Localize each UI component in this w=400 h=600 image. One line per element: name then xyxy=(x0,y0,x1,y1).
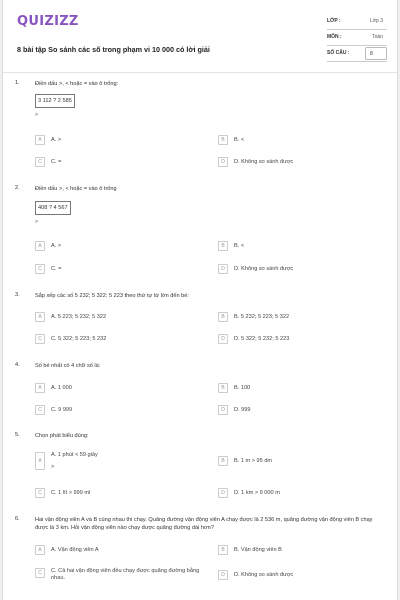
option-letter: D xyxy=(218,264,228,274)
question-number: 3. xyxy=(15,292,20,298)
option-text: A. > xyxy=(51,243,62,249)
option-text: C. 9 999 xyxy=(51,407,73,413)
question-text: Điền dấu >, < hoặc = vào ô trống xyxy=(35,186,117,192)
option-text: D. 1 km > 9 000 m xyxy=(234,490,280,496)
option-text: A. Vận động viên A xyxy=(51,547,99,553)
option-text: C. Cả hai vận động viên đều chạy được quãng đường bằng nhau. xyxy=(51,568,200,581)
option-text: A. > xyxy=(51,137,62,143)
option-text xyxy=(51,452,191,471)
meta-count xyxy=(327,46,387,62)
question-extra-text: > xyxy=(35,112,38,118)
meta-grade-value: Lớp 3 xyxy=(369,18,383,24)
comparison-box: 3 112 ? 2 585 xyxy=(35,94,75,108)
option-text: C. = xyxy=(51,266,62,272)
meta-count-box xyxy=(365,47,387,60)
option-letter: C xyxy=(35,405,45,415)
question-number: 4. xyxy=(15,362,20,368)
option-letter: C xyxy=(35,157,45,167)
question-extra-text: > xyxy=(35,219,38,225)
comparison-box: 408 ? 4 567 xyxy=(35,201,71,215)
option-letter: B xyxy=(218,383,228,393)
option-letter: C xyxy=(35,334,45,344)
option-letter: D xyxy=(218,405,228,415)
option-text: B. 100 xyxy=(234,385,251,391)
option-text: B. Vận động viên B xyxy=(234,547,282,553)
option-text: B. < xyxy=(234,243,245,249)
question-text: Điền dấu >, < hoặc = vào ô trống: xyxy=(35,81,119,87)
worksheet-title: 8 bài tập So sánh các số trong phạm vi 10 000 có lời giải xyxy=(17,45,210,54)
question-text: Chọn phát biểu đúng: xyxy=(35,433,89,439)
question-number: 6. xyxy=(15,516,20,522)
option-text: B. 1 m > 95 dm xyxy=(234,458,273,464)
worksheet-header xyxy=(17,14,387,62)
meta-subject-label: MÔN : xyxy=(327,34,342,40)
option-text: D. 999 xyxy=(234,407,251,413)
option-letter: A xyxy=(35,312,45,322)
option-letter: C xyxy=(35,264,45,274)
quizizz-logo: QUIZIZZ xyxy=(17,14,79,29)
option-text: D. Không so sánh được xyxy=(234,572,294,578)
option-text: D. Không so sánh được xyxy=(234,159,294,165)
option-letter: D xyxy=(218,488,228,498)
worksheet-page xyxy=(2,0,398,600)
meta-subject-value: Toán xyxy=(372,34,383,40)
meta-subject xyxy=(327,30,387,46)
option-letter: B xyxy=(218,241,228,251)
option-letter: C xyxy=(35,568,45,578)
option-letter: A xyxy=(35,545,45,555)
option-text: A. 1 000 xyxy=(51,385,72,391)
meta-count-label: SỐ CÂU : xyxy=(327,50,350,56)
option-text: B. < xyxy=(234,137,245,143)
option-text: B. 5 232; 5 223; 5 322 xyxy=(234,314,290,320)
option-letter: B xyxy=(218,312,228,322)
question-number: 5. xyxy=(15,432,20,438)
option-text-sub: > xyxy=(51,464,55,470)
question-number: 1. xyxy=(15,80,20,86)
option-text: C. 5 322; 5 223; 5 232 xyxy=(51,336,107,342)
meta-grade-label: LỚP : xyxy=(327,18,341,24)
option-letter: A xyxy=(35,135,45,145)
option-letter: B xyxy=(218,135,228,145)
question-text: Số bé nhất có 4 chữ số là: xyxy=(35,363,101,369)
option-letter: A xyxy=(35,383,45,393)
option-letter: D xyxy=(218,570,228,580)
meta-grade xyxy=(327,14,387,30)
option-letter: A xyxy=(35,241,45,251)
option-letter: A xyxy=(35,452,45,470)
meta-count-value: 8 xyxy=(370,51,373,57)
header-divider xyxy=(3,72,398,73)
option-letter: D xyxy=(218,334,228,344)
option-text: A. 5 223; 5 232; 5 322 xyxy=(51,314,107,320)
option-letter: B xyxy=(218,456,228,466)
option-text: D. 5 322; 5 232; 5 223 xyxy=(234,336,290,342)
option-text: C. 1 lít > 999 ml xyxy=(51,490,91,496)
option-letter: C xyxy=(35,488,45,498)
option-text: C. = xyxy=(51,159,62,165)
question-text: Sắp xếp các số 5 232; 5 322; 5 223 theo thứ tự từ lớn đến bé: xyxy=(35,293,189,299)
option-text: D. Không so sánh được xyxy=(234,266,294,272)
question-text: Hai vận động viên A và B cùng nhau thi chạy. Quãng đường vận động viên A chạy được là 2 536 m, quãng đường vận động viên B chạy được là 3 km. Hỏi vận động viên nào chạy được quãng đường dài hơn? xyxy=(35,517,373,531)
option-letter: B xyxy=(218,545,228,555)
question-number: 2. xyxy=(15,185,20,191)
worksheet-meta xyxy=(327,14,387,62)
option-letter: D xyxy=(218,157,228,167)
option-text-main: A. 1 phút < 59 giây xyxy=(51,452,98,458)
